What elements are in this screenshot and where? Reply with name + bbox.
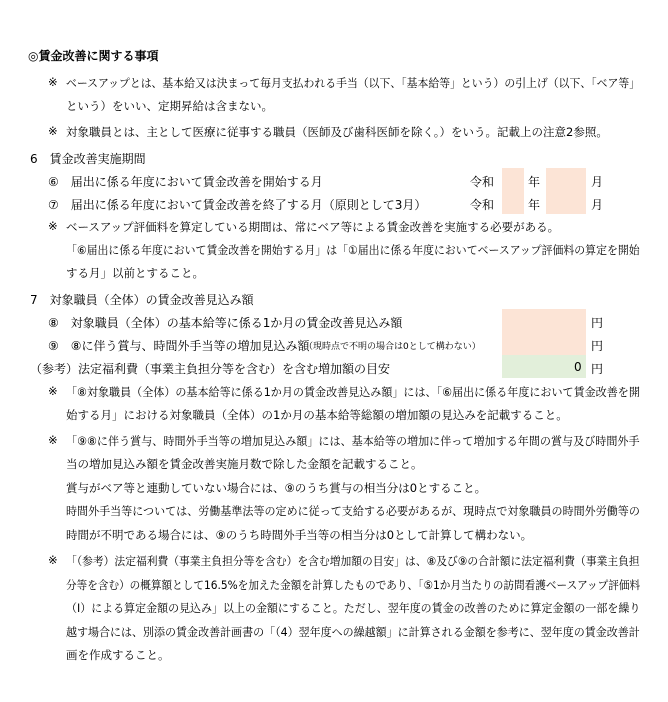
note-line: 「⑨⑧に伴う賞与、時間外手当等の増加見込み額」には、基本給等の増加に伴って増加する年間の賞与及び時間外手 <box>66 434 640 448</box>
section6-heading: 6 賃金改善実施期間 <box>30 152 146 166</box>
note-line: 画を作成すること。 <box>66 648 170 662</box>
note-mark: ※ <box>48 219 58 233</box>
note-mark: ※ <box>48 384 58 398</box>
row7-month-unit: 月 <box>591 198 604 212</box>
note-line: する月」以前とすること。 <box>66 266 204 280</box>
note-mark: ※ <box>48 124 58 138</box>
row7-era: 令和 <box>470 198 495 212</box>
row9-sublabel: （現時点で不明の場合は0として構わない） <box>304 342 481 352</box>
note-line: 分等を含む）の概算額として16.5%を加えた金額を計算したものであり、「⑤1か月当たりの訪問看護ベースアップ評価料 <box>66 578 641 592</box>
section-title: ◎賃金改善に関する事項 <box>28 49 159 63</box>
note-line: ベースアップ評価料を算定している期間は、常にベア等による賃金改善を実施する必要がある。 <box>66 220 560 234</box>
note-line: 始する月」における対象職員（全体）の1か月の基本給等総額の増加額の見込みを記載すること。 <box>66 408 568 422</box>
row8-amount-input[interactable] <box>502 309 586 332</box>
note-line: 「（参考）法定福利費（事業主負担分等を含む）を含む増加額の目安」は、⑧及び⑨の合計額に法定福利費（事業主負担 <box>66 554 640 568</box>
row7-year-unit: 年 <box>528 198 541 212</box>
note-mark: ※ <box>48 75 58 89</box>
row9-label: ⑨ ⑧に伴う賞与、時間外手当等の増加見込み額 <box>48 339 310 353</box>
note-line: という）をいい、定期昇給は含まない。 <box>66 99 273 113</box>
row9-unit: 円 <box>591 339 604 353</box>
row8-label: ⑧ 対象職員（全体）の基本給等に係る1か月の賃金改善見込み額 <box>48 316 403 330</box>
note-line: 越す場合には、別添の賃金改善計画書の「（4）翌年度への繰越額」に計算される金額を参考に、翌年度の賃金改善計 <box>66 625 640 639</box>
row7-month-input[interactable] <box>546 191 586 214</box>
note-line: 時間外手当等については、労働基準法等の定めに従って支給する必要があるが、現時点で対象職員の時間外労働等の <box>66 504 640 518</box>
note-line: 対象職員とは、主として医療に従事する職員（医師及び歯科医師を除く。）をいう。記載上の注意2参照。 <box>66 125 608 139</box>
row8-unit: 円 <box>591 316 604 330</box>
note-line: ベースアップとは、基本給又は決まって毎月支払われる手当（以下、「基本給等」という）の引上げ（以下、「ベア等」 <box>66 76 641 90</box>
ref-label: （参考）法定福利費（事業主負担分等を含む）を含む増加額の目安 <box>30 362 391 376</box>
note-line: 当の増加見込み額を賃金改善実施月数で除した金額を記載すること。 <box>66 457 423 471</box>
row6-year-input[interactable] <box>502 168 524 191</box>
row7-year-input[interactable] <box>502 191 524 214</box>
row6-month-unit: 月 <box>591 175 604 189</box>
row9-amount-input[interactable] <box>502 332 586 355</box>
row7-label: ⑦ 届出に係る年度において賃金改善を終了する月（原則として3月） <box>48 198 427 212</box>
note-line: 「⑥届出に係る年度において賃金改善を開始する月」は「①届出に係る年度においてベースアップ評価料の算定を開始 <box>66 243 640 257</box>
note-line: 「⑧対象職員（全体）の基本給等に係る1か月の賃金改善見込み額」には、「⑥届出に係る年度において賃金改善を開 <box>66 385 640 399</box>
ref-unit: 円 <box>591 362 604 376</box>
note-mark: ※ <box>48 553 58 567</box>
row6-label: ⑥ 届出に係る年度において賃金改善を開始する月 <box>48 175 323 189</box>
note-line: 賞与がベア等と連動していない場合には、⑨のうち賞与の相当分は0とすること。 <box>66 481 487 495</box>
section7-heading: 7 対象職員（全体）の賃金改善見込み額 <box>30 293 254 307</box>
row6-era: 令和 <box>470 175 495 189</box>
row6-year-unit: 年 <box>528 175 541 189</box>
ref-amount-value: 0 <box>574 360 582 374</box>
note-mark: ※ <box>48 433 58 447</box>
note-line: 時間が不明である場合には、⑨のうち時間外手当等の相当分は0として計算して構わない。 <box>66 528 533 542</box>
row6-month-input[interactable] <box>546 168 586 191</box>
note-line: （Ⅰ）による算定金額の見込み」以上の金額にすること。ただし、翌年度の賃金の改善のために算定金額の一部を繰り <box>66 601 641 615</box>
